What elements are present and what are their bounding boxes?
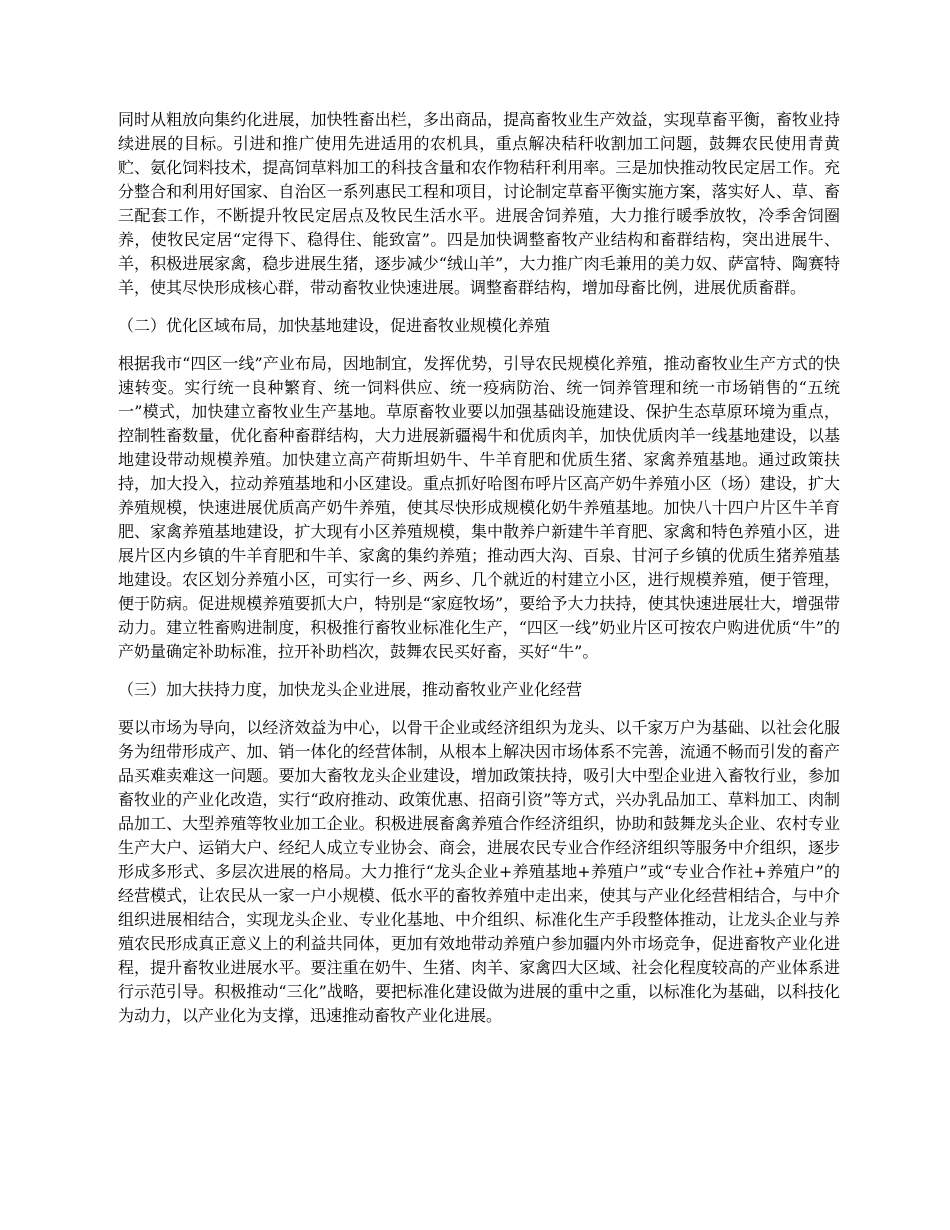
body-paragraph: 同时从粗放向集约化进展，加快牲畜出栏，多出商品，提高畜牧业生产效益，实现草畜平衡，畜牧业持续进展的目标。引进和推广使用先进适用的农机具，重点解决秸秆收割加工问题，鼓舞农民使用青黄贮、氨化饲料技术，提高饲草料加工的科技含量和农作物秸秆利用率。三是加快推动牧民定居工作。充分整合和利用好国家、自治区一系列惠民工程和项目，讨论制定草畜平衡实施方案，落实好人、草、畜三配套工作，不断提升牧民定居点及牧民生活水平。进展舍饲养殖，大力推行暖季放牧，冷季舍饲圈养，使牧民定居“定得下、稳得住、能致富”。四是加快调整畜牧产业结构和畜群结构，突出进展牛、羊，积极进展家禽，稳步进展生猪，逐步减少“绒山羊”，大力推广肉毛兼用的美力奴、萨富特、陶赛特羊，使其尽快形成核心群，带动畜牧业快速进展。调整畜群结构，增加母畜比例，进展优质畜群。 [118, 110, 840, 297]
section-heading: （二）优化区域布局，加快基地建设，促进畜牧业规模化养殖 [118, 316, 551, 335]
body-paragraph: 要以市场为导向，以经济效益为中心，以骨干企业或经济组织为龙头、以千家万户为基础、以社会化服务为纽带形成产、加、销一体化的经营体制，从根本上解决因市场体系不完善，流通不畅而引发的畜产品买难卖难这一问题。要加大畜牧龙头企业建设，增加政策扶持，吸引大中型企业进入畜牧行业，参加畜牧业的产业化改造，实行“政府推动、政策优惠、招商引资”等方式，兴办乳品加工、草料加工、肉制品加工、大型养殖等牧业加工企业。积极进展畜禽养殖合作经济组织，协助和鼓舞龙头企业、农村专业生产大户、运销大户、经纪人成立专业协会、商会，进展农民专业合作经济组织等服务中介组织，逐步形成多形式、多层次进展的格局。大力推行“龙头企业+养殖基地+养殖户”或“专业合作社+养殖户”的经营模式，让农民从一家一户小规模、低水平的畜牧养殖中走出来，使其与产业化经营相结合，与中介组织进展相结合，实现龙头企业、专业化基地、中介组织、标准化生产手段整体推动，让龙头企业与养殖农民形成真正意义上的利益共同体，更加有效地带动养殖户参加疆内外市场竞争，促进畜牧产业化进程，提升畜牧业进展水平。要注重在奶牛、生猪、肉羊、家禽四大区域、社会化程度较高的产业体系进行示范引导。积极推动“三化”战略，要把标准化建设做为进展的重中之重，以标准化为基础，以科技化为动力，以产业化为支撑，迅速推动畜牧产业化进展。 [118, 718, 840, 1025]
section-heading: （三）加大扶持力度，加快龙头企业进展，推动畜牧业产业化经营 [118, 680, 583, 699]
body-paragraph: 根据我市“四区一线”产业布局，因地制宜，发挥优势，引导农民规模化养殖，推动畜牧业生产方式的快速转变。实行统一良种繁育、统一饲料供应、统一疫病防治、统一饲养管理和统一市场销售的“五统一”模式，加快建立畜牧业生产基地。草原畜牧业要以加强基础设施建设、保护生态草原环境为重点，控制牲畜数量，优化畜种畜群结构，大力进展新疆褐牛和优质肉羊，加快优质肉羊一线基地建设，以基地建设带动规模养殖。加快建立高产荷斯坦奶牛、牛羊育肥和优质生猪、家禽养殖基地。通过政策扶持，加大投入，拉动养殖基地和小区建设。重点抓好哈图布呼片区高产奶牛养殖小区（场）建设，扩大养殖规模，快速进展优质高产奶牛养殖，使其尽快形成规模化奶牛养殖基地。加快八十四户片区牛羊育肥、家禽养殖基地建设，扩大现有小区养殖规模，集中散养户新建牛羊育肥、家禽和特色养殖小区，进展片区内乡镇的牛羊育肥和牛羊、家禽的集约养殖；推动西大沟、百泉、甘河子乡镇的优质生猪养殖基地建设。农区划分养殖小区，可实行一乡、两乡、几个就近的村建立小区，进行规模养殖，便于管理，便于防病。促进规模养殖要抓大户，特别是“家庭牧场”，要给予大力扶持，使其快速进展壮大，增强带动力。建立牲畜购进制度，积极推行畜牧业标准化生产，“四区一线”奶业片区可按农户购进优质“牛”的产奶量确定补助标准，拉开补助档次，鼓舞农民买好畜，买好“牛”。 [118, 354, 840, 661]
document-page [118, 108, 840, 1042]
